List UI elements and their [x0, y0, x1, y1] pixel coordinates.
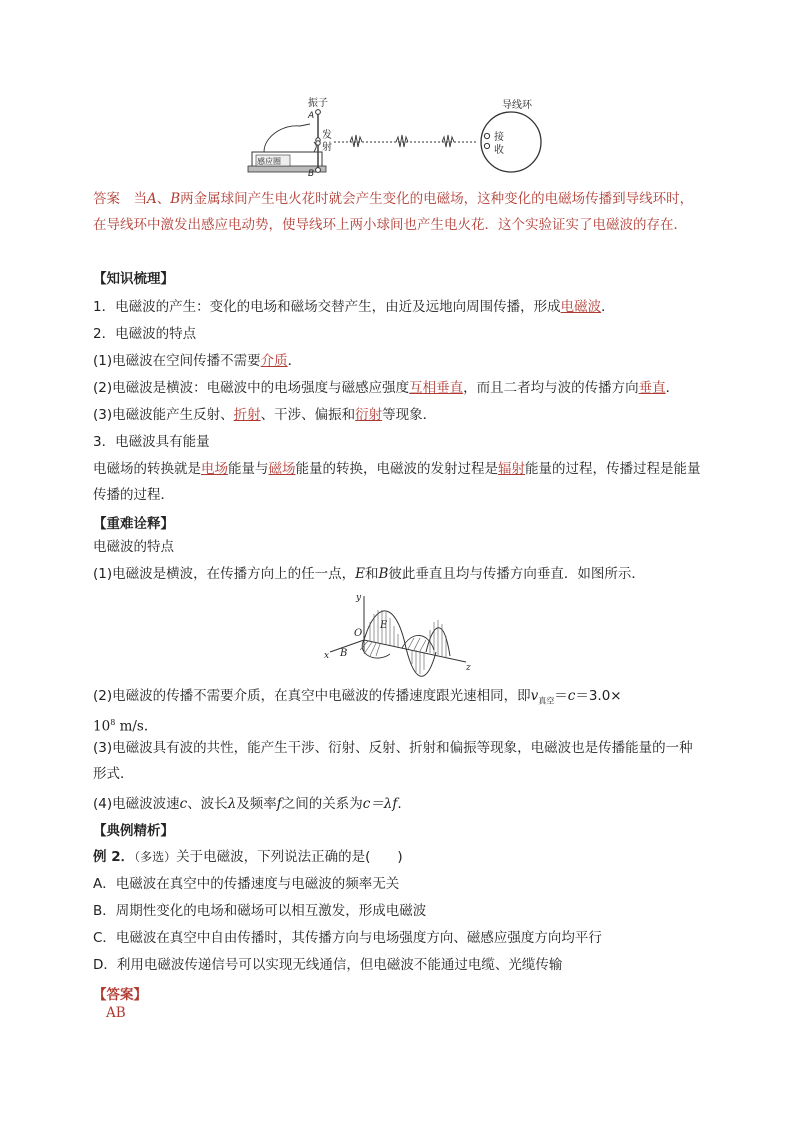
- em-wave-figure: [316, 590, 476, 678]
- knowledge-item-2-3: (3)电磁波能产生反射、折射、干涉、偏振和衍射等现象．: [93, 407, 437, 423]
- knowledge-item-3: 3．电磁波具有能量: [93, 434, 210, 450]
- svg-text:O: O: [354, 628, 363, 639]
- key-heading: 【重难诠释】: [93, 516, 174, 532]
- knowledge-item-1: 1．电磁波的产生：变化的电场和磁场交替产生，由近及远地向周围传播，形成电磁波．: [93, 299, 615, 315]
- key-subheading: 电磁波的特点: [93, 539, 174, 555]
- example-question: 例 2．（多选）关于电磁波，下列说法正确的是( ): [93, 849, 403, 865]
- knowledge-item-3-text: 电磁场的转换就是电场能量与磁场能量的转换，电磁波的发射过程是辐射能量的过程，传播过程是能量传播的过程．: [93, 461, 701, 503]
- ring-label: 导线环: [502, 100, 532, 111]
- svg-text:x: x: [324, 651, 330, 661]
- answer-paragraph: 答案 当A、B两金属球间产生电火花时就会产生变化的电磁场，这种变化的电磁场传播到导线环时，在导线环中激发出感应电动势，使导线环上两小球间也产生电火花．这个实验证实了电磁波的存在．: [93, 191, 694, 233]
- key-item-3: (3)电磁波具有波的共性，能产生干涉、衍射、反射、折射和偏振等现象，电磁波也是传播能量的一种形式．: [93, 740, 693, 782]
- knowledge-heading: 【知识梳理】: [93, 271, 174, 287]
- key-item-1: (1)电磁波是横波，在传播方向上的任一点，E和B彼此垂直且均与传播方向垂直．如图所示．: [93, 566, 645, 582]
- key-item-2: (2)电磁波的传播不需要介质，在真空中电磁波的传播速度跟光速相同，即$v_{真空}=c=3.0\times$: [93, 688, 622, 706]
- option-c: C．电磁波在真空中自由传播时，其传播方向与电场强度方向、磁感应强度方向均平行: [93, 930, 602, 946]
- option-a: A．电磁波在真空中的传播速度与电磁波的频率无关: [93, 876, 400, 892]
- emit-label-1: 发: [322, 130, 332, 141]
- key-item-2-cont: $10^8$ m/s.: [93, 718, 149, 735]
- svg-text:z: z: [466, 663, 471, 673]
- option-b: B．周期性变化的电场和磁场可以相互激发，形成电磁波: [93, 903, 427, 919]
- answer-value: AB: [106, 1005, 126, 1021]
- svg-text:E: E: [380, 620, 388, 631]
- emit-label-2: 射: [322, 142, 332, 153]
- svg-text:y: y: [356, 593, 362, 603]
- receive-label-1: 接: [494, 132, 504, 143]
- answer-heading: 【答案】: [93, 987, 147, 1003]
- option-d: D．利用电磁波传递信号可以实现无线通信，但电磁波不能通过电缆、光缆传输: [93, 957, 563, 973]
- knowledge-item-2-2: (2)电磁波是横波：电磁波中的电场强度与磁感应强度互相垂直，而且二者均与波的传播方向垂直．: [93, 380, 680, 396]
- vibrator-label: 振子: [308, 98, 328, 109]
- point-a-label: A: [308, 111, 315, 121]
- coil-label: 感应圈: [257, 157, 281, 166]
- knowledge-item-2-1: (1)电磁波在空间传播不需要介质．: [93, 353, 302, 369]
- example-heading: 【典例精析】: [93, 823, 174, 839]
- knowledge-item-2: 2．电磁波的特点: [93, 326, 197, 342]
- point-b-label: B: [308, 169, 315, 179]
- svg-text:B: B: [340, 648, 348, 659]
- receive-label-2: 收: [494, 145, 504, 156]
- key-item-4: (4)电磁波波速c、波长λ及频率f之间的关系为c＝λf.: [93, 796, 402, 812]
- hertz-experiment-figure: [244, 96, 550, 180]
